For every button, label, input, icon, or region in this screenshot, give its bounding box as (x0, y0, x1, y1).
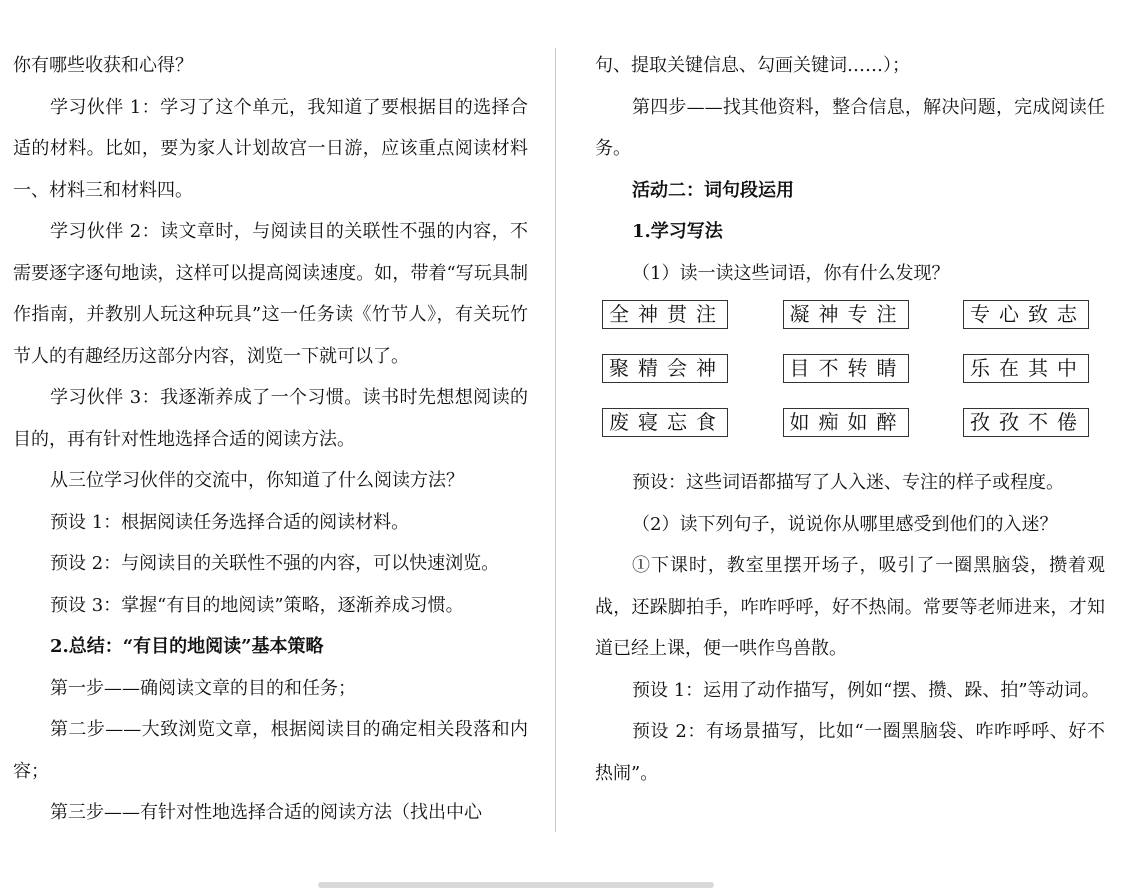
paragraph-read-words: （1）读一读这些词语，你有什么发现？ (632, 262, 950, 284)
paragraph-step-1: 第一步——确阅读文章的目的和任务； (50, 677, 356, 699)
idiom-grid (602, 300, 1105, 441)
paragraph-step-3-cont: 句、提取关键信息、勾画关键词……）； (595, 55, 910, 76)
paragraph-partner-1: 学习伙伴 1：学习了这个单元，我知道了要根据目的选择合适的材料。比如，要为家人计划故宫一日游，应该重点阅读材料一、材料三和材料四。 (13, 96, 528, 201)
paragraph-read-sentences: （2）读下列句子，说说你从哪里感受到他们的入迷？ (632, 513, 1058, 535)
idiom-box: 全神贯注 (602, 300, 728, 329)
paragraph-preset-2: 预设 2：与阅读目的关联性不强的内容，可以快速浏览。 (50, 553, 500, 574)
paragraph-preset-1: 预设 1：根据阅读任务选择合适的阅读材料。 (50, 511, 410, 533)
idiom-box: 孜孜不倦 (963, 408, 1089, 437)
section-heading-summary: 2.总结：“有目的地阅读”基本策略 (50, 636, 324, 657)
paragraph-step-3: 第三步——有针对性地选择合适的阅读方法（找出中心 (50, 802, 482, 823)
paragraph-step-4: 第四步——找其他资料，整合信息，解决问题，完成阅读任务。 (595, 96, 1105, 159)
paragraph-preset-3: 预设 3：掌握“有目的地阅读”策略，逐渐养成习惯。 (50, 594, 464, 616)
idiom-row (602, 300, 1089, 333)
column-divider (555, 48, 556, 832)
idiom-row (602, 354, 1089, 387)
idiom-box: 废寝忘食 (602, 408, 728, 437)
paragraph-step-2: 第二步——大致浏览文章，根据阅读目的确定相关段落和内容； (13, 719, 528, 782)
paragraph-preset: 预设：这些词语都描写了人入迷、专注的样子或程度。 (632, 472, 1064, 493)
paragraph-preset-2: 预设 2：有场景描写，比如“一圈黑脑袋、咋咋呼呼、好不热闹”。 (595, 721, 1105, 784)
paragraph-method-question: 从三位学习伙伴的交流中，你知道了什么阅读方法？ (50, 470, 464, 491)
activity-heading: 活动二：词句段运用 (632, 179, 794, 201)
left-column (13, 45, 528, 834)
section-heading-writing: 1.学习写法 (632, 221, 723, 242)
idiom-row (602, 408, 1089, 441)
right-column (595, 45, 1105, 794)
paragraph-example-1: ①下课时，教室里摆开场子，吸引了一圈黑脑袋，攒着观战，还跺脚拍手，咋咋呼呼，好不热闹。常要等老师进来，才知道已经上课，便一哄作鸟兽散。 (595, 555, 1105, 659)
idiom-box: 聚精会神 (602, 354, 728, 383)
paragraph-preset-1: 预设 1：运用了动作描写，例如“摆、攒、跺、拍”等动词。 (632, 679, 1100, 701)
paragraph-partner-3: 学习伙伴 3：我逐渐养成了一个习惯。读书时先想想阅读的目的，再有针对性地选择合适的阅读方法。 (13, 387, 528, 450)
paragraph-question: 你有哪些收获和心得？ (13, 55, 193, 76)
idiom-box: 如痴如醉 (783, 408, 909, 437)
horizontal-scrollbar[interactable] (318, 882, 714, 888)
idiom-box: 专心致志 (963, 300, 1089, 329)
idiom-box: 目不转睛 (783, 354, 909, 383)
paragraph-partner-2: 学习伙伴 2：读文章时，与阅读目的关联性不强的内容，不需要逐字逐句地读，这样可以提高阅读速度。如，带着“写玩具制作指南，并教别人玩这种玩具”这一任务读《竹节人》，有关玩竹节人的有趣经历这部分内容，浏览一下就可以了。 (13, 221, 528, 367)
idiom-box: 凝神专注 (783, 300, 909, 329)
idiom-box: 乐在其中 (963, 354, 1089, 383)
